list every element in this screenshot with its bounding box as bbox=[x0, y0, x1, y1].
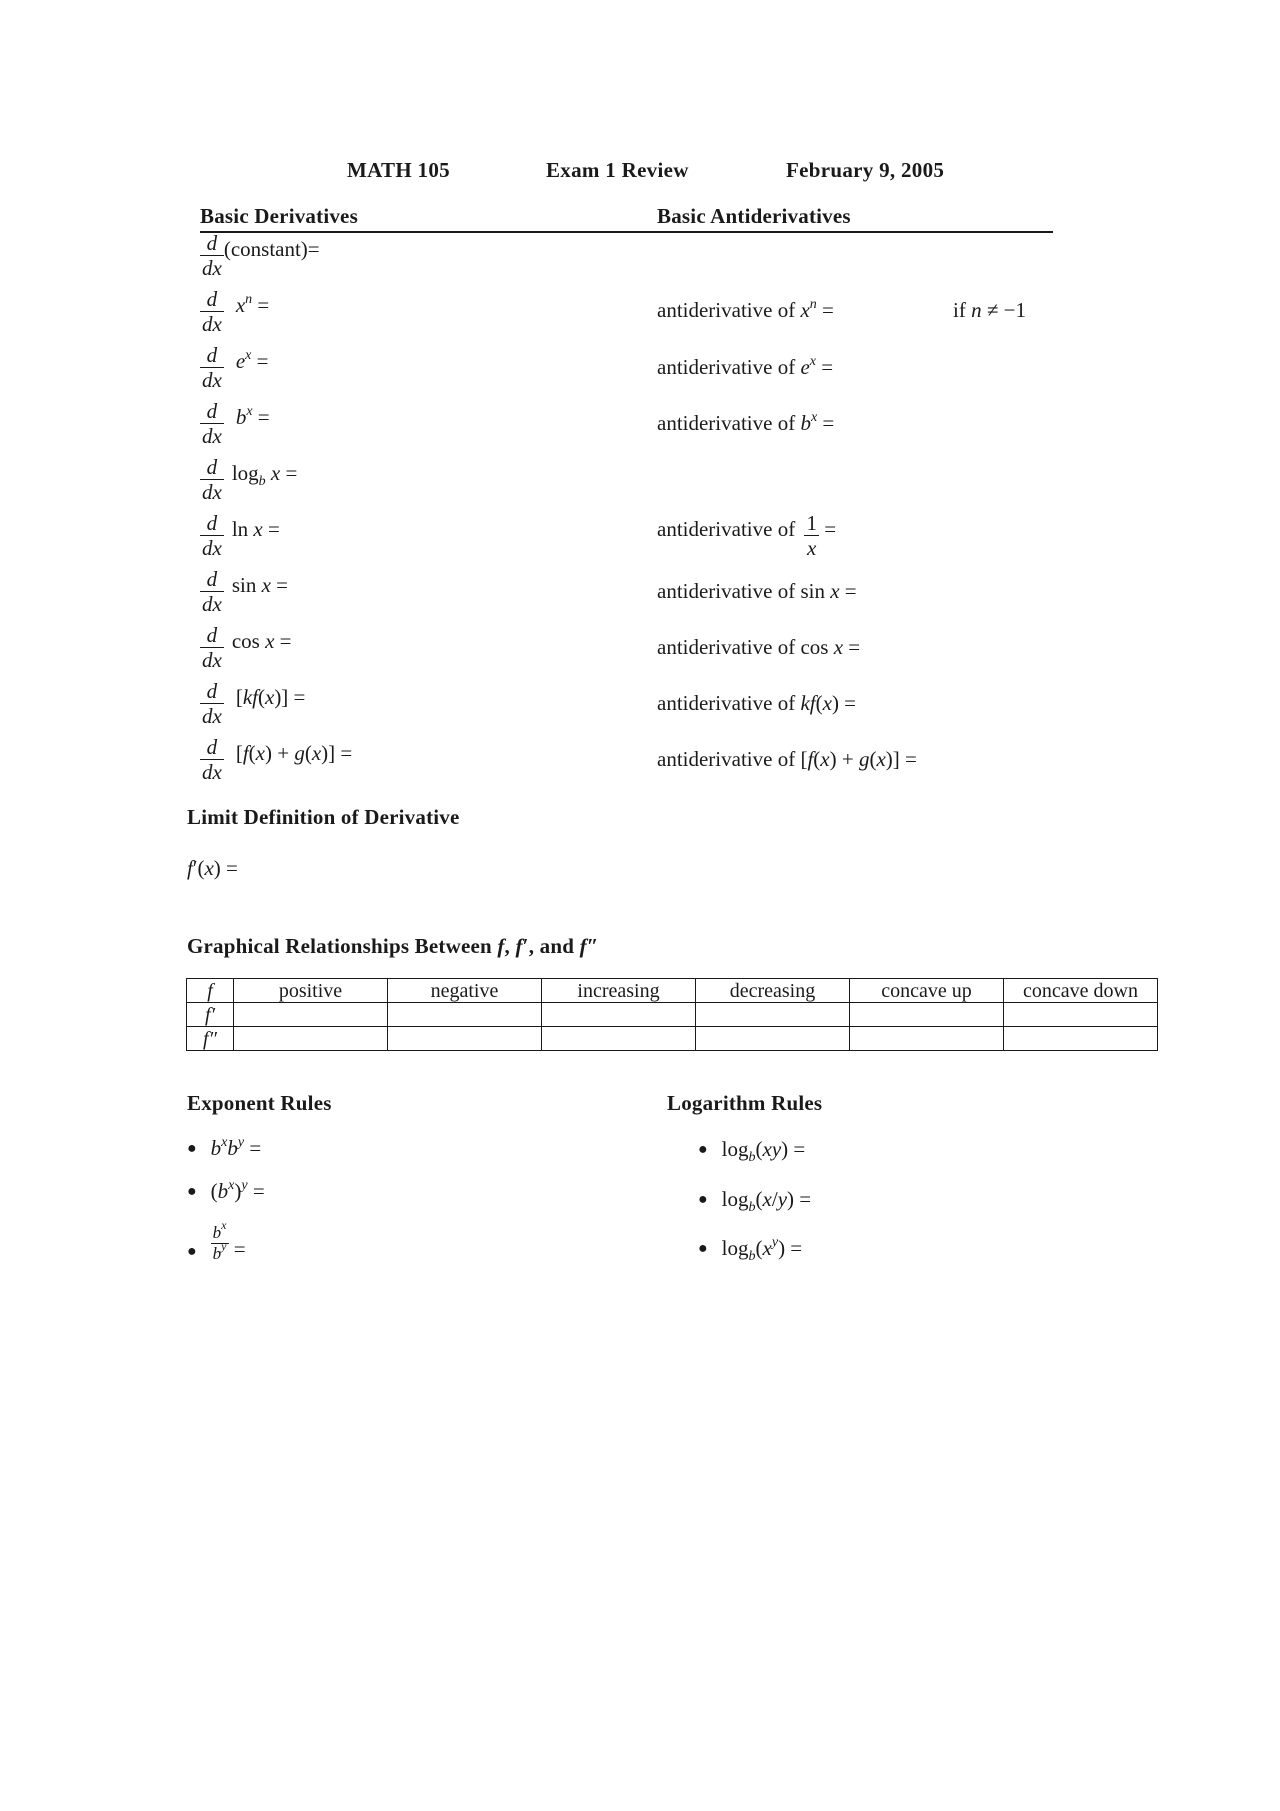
derivatives-heading: Basic Derivatives bbox=[200, 204, 358, 228]
table-cell bbox=[1004, 1027, 1158, 1051]
derivative-row-bx: $\frac{d}{dx}$ $b^x$ = bbox=[202, 399, 270, 448]
antiderivative-row-exp: antiderivative of $e^x$ = bbox=[657, 354, 834, 379]
derivative-sum-expr: [f(x) + g(x)] = bbox=[235, 741, 353, 766]
log-rule-power: ● $\log_b(x^y)$ = bbox=[698, 1235, 803, 1264]
antiderivative-row-sum: antiderivative of [f(x) + g(x)] = bbox=[657, 747, 917, 771]
column-header-positive: positive bbox=[234, 979, 388, 1003]
column-header-increasing: increasing bbox=[542, 979, 696, 1003]
antiderivative-condition: if n ≠ −1 bbox=[953, 298, 1026, 322]
table-cell bbox=[696, 1003, 850, 1027]
derivative-cos-expr: cos x = bbox=[231, 629, 292, 654]
derivative-exp-expr: $e^x$ = bbox=[235, 348, 269, 374]
table-cell bbox=[234, 1027, 388, 1051]
antiderivative-row-kf: antiderivative of kf(x) = bbox=[657, 691, 857, 715]
table-cell bbox=[850, 1003, 1004, 1027]
row-label-f: f bbox=[187, 979, 234, 1003]
derivative-constant-expr: (constant)= bbox=[223, 237, 320, 262]
derivative-row-sum: $\frac{d}{dx}$ [f(x) + g(x)] = bbox=[202, 735, 353, 784]
exponent-rule-product: ● $b^xb^y$ = bbox=[187, 1135, 262, 1160]
derivative-row-constant: $\frac{d}{dx}$ (constant)= bbox=[202, 231, 320, 280]
column-header-negative: negative bbox=[388, 979, 542, 1003]
table-cell bbox=[1004, 1003, 1158, 1027]
table-cell bbox=[234, 1003, 388, 1027]
derivative-row-exp: $\frac{d}{dx}$ $e^x$ = bbox=[202, 343, 269, 392]
derivative-bx-expr: $b^x$ = bbox=[235, 404, 270, 430]
antiderivative-row-sin: antiderivative of sin x = bbox=[657, 579, 857, 603]
heading-rule bbox=[200, 231, 1053, 233]
log-rule-product: ● $\log_b(xy)$ = bbox=[698, 1137, 806, 1165]
document-title: Exam 1 Review bbox=[546, 158, 689, 182]
antiderivative-row-cos: antiderivative of cos x = bbox=[657, 635, 861, 659]
derivative-power-expr: $x^n$ = bbox=[235, 292, 270, 318]
graphical-heading: Graphical Relationships Between f, f′, and f″ bbox=[187, 934, 599, 958]
derivative-row-logb: $\frac{d}{dx}$ $\log_b x$ = bbox=[202, 455, 298, 504]
logarithm-heading: Logarithm Rules bbox=[667, 1091, 823, 1115]
exponent-rule-quotient: $_●$ $\frac{b^x}{b^y}$ = bbox=[187, 1218, 246, 1263]
derivative-row-power: $\frac{d}{dx}$ $x^n$ = bbox=[202, 287, 270, 336]
column-header-decreasing: decreasing bbox=[696, 979, 850, 1003]
exponent-heading: Exponent Rules bbox=[187, 1091, 332, 1115]
column-header-concave-down: concave down bbox=[1004, 979, 1158, 1003]
table-cell bbox=[542, 1027, 696, 1051]
table-cell bbox=[542, 1003, 696, 1027]
limit-expression: f′(x) = bbox=[187, 856, 238, 880]
derivative-row-kf: $\frac{d}{dx}$ [kf(x)] = bbox=[202, 679, 306, 728]
antiderivative-row-power: antiderivative of $x^n$ = bbox=[657, 297, 834, 322]
derivative-ln-expr: ln x = bbox=[231, 517, 280, 542]
course-label: MATH 105 bbox=[347, 158, 450, 182]
relationship-table bbox=[186, 978, 1158, 1051]
antiderivative-row-recip: antiderivative of $\frac{1}{x}$ = bbox=[657, 511, 837, 560]
table-row bbox=[187, 1027, 1158, 1051]
derivative-logb-expr: $\log_b x$ = bbox=[231, 461, 298, 490]
row-label-f-double-prime: f″ bbox=[187, 1027, 234, 1051]
table-cell bbox=[696, 1027, 850, 1051]
table-cell bbox=[850, 1027, 1004, 1051]
derivative-sin-expr: sin x = bbox=[231, 573, 289, 598]
table-cell bbox=[388, 1003, 542, 1027]
document-date: February 9, 2005 bbox=[786, 158, 945, 182]
derivative-row-sin: $\frac{d}{dx}$ sin x = bbox=[202, 567, 289, 616]
derivative-row-ln: $\frac{d}{dx}$ ln x = bbox=[202, 511, 280, 560]
limit-heading: Limit Definition of Derivative bbox=[187, 805, 460, 829]
row-label-f-prime: f′ bbox=[187, 1003, 234, 1027]
antiderivative-row-bx: antiderivative of $b^x$ = bbox=[657, 410, 835, 435]
table-cell bbox=[388, 1027, 542, 1051]
antiderivatives-heading: Basic Antiderivatives bbox=[657, 204, 851, 228]
exponent-rule-power: ● $(b^x)^y$ = bbox=[187, 1178, 265, 1203]
log-rule-quotient: ● $\log_b(x/y)$ = bbox=[698, 1187, 812, 1215]
table-row bbox=[187, 1003, 1158, 1027]
derivative-row-cos: $\frac{d}{dx}$ cos x = bbox=[202, 623, 292, 672]
derivative-kf-expr: [kf(x)] = bbox=[235, 685, 306, 710]
table-row bbox=[187, 979, 1158, 1003]
column-header-concave-up: concave up bbox=[850, 979, 1004, 1003]
